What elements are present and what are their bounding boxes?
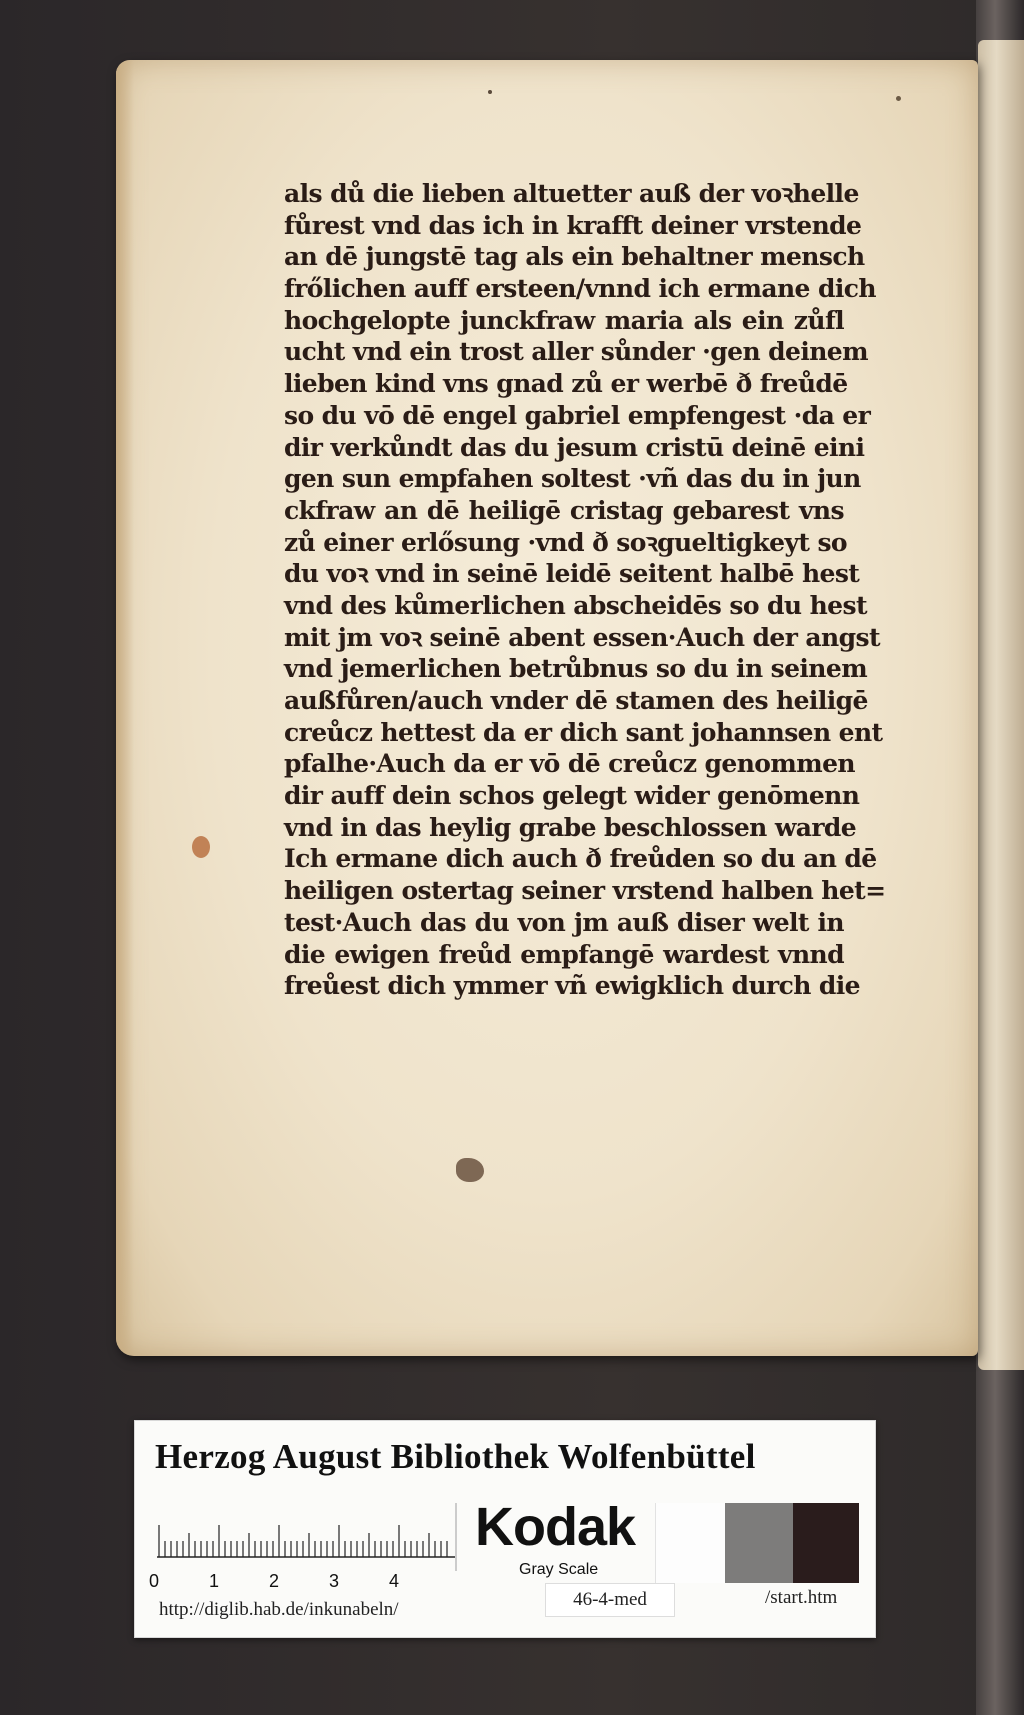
next-page-edge bbox=[978, 40, 1024, 1370]
library-url: http://diglib.hab.de/inkunabeln/ bbox=[159, 1599, 399, 1620]
text-line: fůrest vnd das ich in krafft deiner vrstende bbox=[284, 210, 862, 240]
text-line: frőlichen auff ersteen/vnnd ich ermane dich bbox=[284, 274, 876, 304]
ruler-number: 2 bbox=[269, 1571, 280, 1591]
text-line: creůcz hettest da er dich sant johannsen ent bbox=[284, 717, 883, 747]
ruler-number: 1 bbox=[209, 1571, 220, 1591]
page-speck bbox=[896, 96, 901, 101]
text-line: freůest dich ymmer vñ ewigklich durch die bbox=[284, 971, 860, 1001]
text-line: dir verkůndt das du jesum cristū deinē eini bbox=[284, 432, 865, 462]
text-line: an dē jungstē tag als ein behaltner mensch bbox=[284, 242, 865, 272]
text-line: hochgelopte junckfraw maria als ein zůfl bbox=[284, 305, 844, 335]
page-speck bbox=[488, 90, 492, 94]
manuscript-page bbox=[116, 60, 978, 1356]
text-line: test·Auch das du von jm auß diser welt in bbox=[284, 907, 844, 937]
library-color-card bbox=[134, 1420, 876, 1638]
text-line: heiligen ostertag seiner vrstend halben het= bbox=[284, 876, 886, 906]
ruler-number: 4 bbox=[389, 1571, 400, 1591]
text-line: die ewigen freůd empfangē wardest vnnd bbox=[284, 939, 844, 969]
kodak-logo: Kodak bbox=[475, 1497, 636, 1557]
page-edge-shading bbox=[116, 60, 134, 1356]
text-line: ucht vnd ein trost aller sůnder ·gen deinem bbox=[284, 337, 868, 367]
text-line: außfůren/auch vnder dē stamen des heiligē bbox=[284, 686, 868, 715]
text-line: dir auff dein schos gelegt wider genōmenn bbox=[284, 781, 860, 811]
text-line: vnd des kůmerlichen abscheidēs so du hest bbox=[284, 590, 867, 620]
text-line: zů einer erlősung ·vnd ð soꝛgueltigkeyt so bbox=[284, 527, 848, 557]
ruler-number: 3 bbox=[329, 1571, 340, 1591]
swatch-gray bbox=[725, 1503, 793, 1583]
shelfmark-label: 46-4-med bbox=[545, 1583, 675, 1617]
library-name: Herzog August Bibliothek Wolfenbüttel bbox=[155, 1437, 756, 1476]
page-stain bbox=[456, 1158, 484, 1182]
text-line: als dů die lieben altuetter auß der voꝛhelle bbox=[284, 179, 859, 208]
text-line: lieben kind vns gnad zů er werbē ð freůdē bbox=[284, 369, 848, 399]
text-block bbox=[284, 178, 886, 1002]
gray-scale-label: Gray Scale bbox=[519, 1561, 599, 1578]
ruler-number: 0 bbox=[149, 1571, 160, 1591]
swatch-black bbox=[793, 1503, 859, 1583]
start-link: /start.htm bbox=[765, 1587, 838, 1608]
text-line: vnd jemerlichen betrůbnus so du in seinem bbox=[284, 654, 868, 684]
text-line: so du vō dē engel gabriel empfengest ·da er bbox=[284, 400, 871, 430]
text-line: gen sun empfahen soltest ·vñ das du in jun bbox=[284, 464, 861, 494]
text-line: vnd in das heylig grabe beschlossen warde bbox=[284, 812, 857, 842]
page-stain bbox=[192, 836, 210, 858]
ruler-divider bbox=[455, 1503, 457, 1571]
text-line: mit jm voꝛ seinē abent essen·Auch der angst bbox=[284, 622, 880, 652]
swatch-white bbox=[655, 1503, 725, 1583]
text-line: du voꝛ vnd in seinē leidē seitent halbē hest bbox=[284, 559, 860, 589]
text-line: ckfraw an dē heiligē cristag gebarest vns bbox=[284, 495, 844, 525]
text-line: pfalhe·Auch da er vō dē creůcz genommen bbox=[284, 749, 855, 779]
ruler-scale bbox=[157, 1513, 457, 1559]
text-line: Ich ermane dich auch ð freůden so du an dē bbox=[284, 844, 877, 874]
